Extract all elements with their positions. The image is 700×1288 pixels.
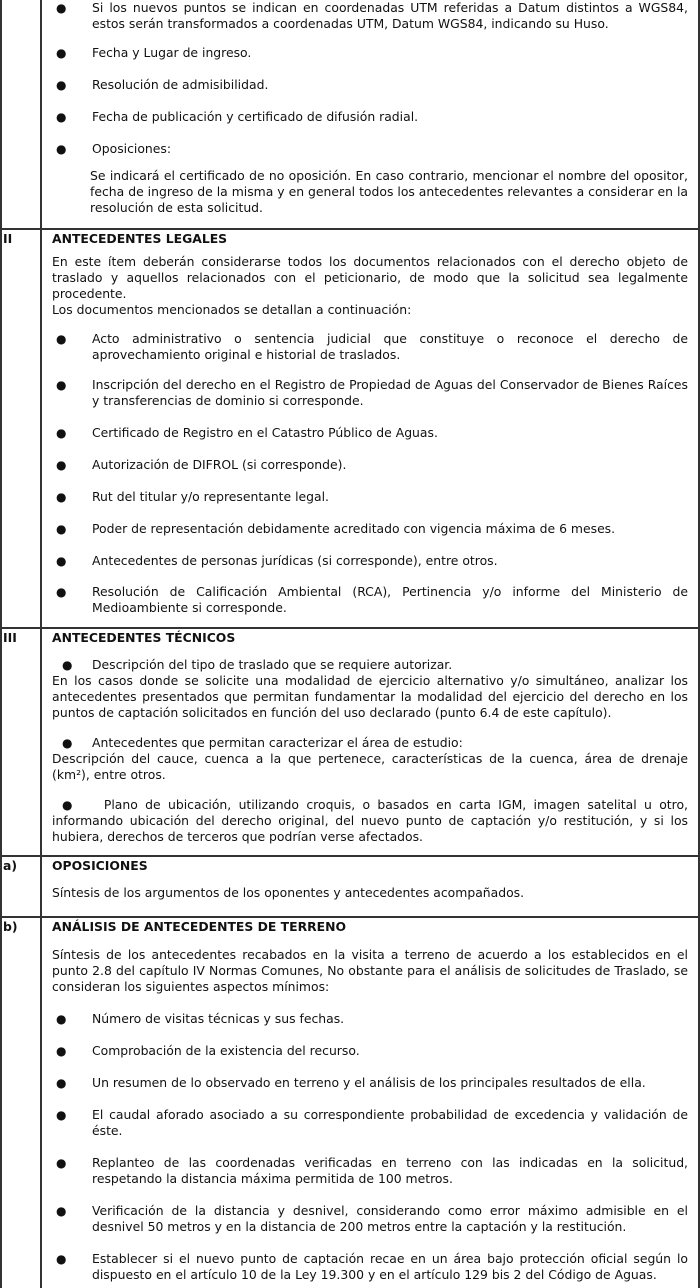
list-item: Replanteo de las coordenadas verificadas en terreno con las indicadas en la solicitud, respetando la distancia máxima permitida de 100 metros. <box>92 1155 688 1186</box>
list-item: Certificado de Registro en el Catastro Público de Aguas. <box>92 425 438 440</box>
row-divider <box>0 855 700 857</box>
bullet-icon: ● <box>56 1252 67 1266</box>
list-item: Acto administrativo o sentencia judicial que constituye o reconoce el derecho de aprovechamiento original e historial de traslados. <box>92 331 688 362</box>
section-heading: ANTECEDENTES TÉCNICOS <box>52 630 236 645</box>
bullet-icon: ● <box>56 1108 67 1122</box>
section-number: b) <box>3 919 18 934</box>
list-item: Número de visitas técnicas y sus fechas. <box>92 1011 345 1026</box>
list-item: Autorización de DIFROL (si corresponde). <box>92 457 347 472</box>
section-heading: ANTECEDENTES LEGALES <box>52 231 228 246</box>
bullet-icon: ● <box>56 110 67 124</box>
list-item: Si los nuevos puntos se indican en coordenadas UTM referidas a Datum distintos a WGS84, estos serán transformados a coordenadas UTM, Datum WGS84, indicando su Huso. <box>92 0 688 31</box>
section-intro: En este ítem deberán considerarse todos los documentos relacionados con el derecho objeto de traslado y aquellos relacionados con el peticionario, de modo que la solicitud sea legalmente procedente. <box>52 254 688 301</box>
bullet-icon: ● <box>56 1012 67 1026</box>
list-item: Rut del titular y/o representante legal. <box>92 489 329 504</box>
list-item: Resolución de Calificación Ambiental (RCA), Pertinencia y/o informe del Ministerio de Medioambiente si corresponde. <box>92 584 688 615</box>
row-divider <box>0 228 700 230</box>
table-column-divider <box>40 0 42 1288</box>
bullet-icon: ● <box>56 142 67 156</box>
bullet-icon: ● <box>56 46 67 60</box>
list-item: Antecedentes que permitan caracterizar el área de estudio: <box>92 735 463 750</box>
bullet-icon: ● <box>56 1156 67 1170</box>
bullet-icon: ● <box>56 1 67 15</box>
bullet-icon: ● <box>62 658 73 672</box>
bullet-icon: ● <box>56 1044 67 1058</box>
item-text: Descripción del cauce, cuenca a la que pertenece, características de la cuenca, área de drenaje (km²), entre otros. <box>52 751 688 782</box>
list-item: Resolución de admisibilidad. <box>92 77 269 92</box>
bullet-icon: ● <box>56 554 67 568</box>
bullet-icon: ● <box>56 378 67 392</box>
row-divider <box>0 627 700 629</box>
bullet-icon: ● <box>56 426 67 440</box>
list-item: Comprobación de la existencia del recurso. <box>92 1043 360 1058</box>
list-item: El caudal aforado asociado a su correspondiente probabilidad de excedencia y validación de éste. <box>92 1107 688 1138</box>
bullet-icon: ● <box>56 522 67 536</box>
bullet-icon: ● <box>56 585 67 599</box>
list-item <box>52 797 688 845</box>
list-item: Establecer si el nuevo punto de captación recae en un área bajo protección oficial según lo dispuesto en el artículo 10 de la Ley 19.300 y en el artículo 129 bis 2 del Código de Aguas. <box>92 1251 688 1282</box>
item-text: En los casos donde se solicite una modalidad de ejercicio alternativo y/o simultáneo, analizar los antecedentes presentados que permitan fundamentar la modalidad del ejercicio del derecho en los puntos de captación solicitados en función del uso declarado (punto 6.4 de este capítulo). <box>52 673 688 720</box>
section-number: II <box>3 231 13 246</box>
section-number: III <box>3 630 17 645</box>
list-item: Verificación de la distancia y desnivel, considerando como error máximo admisible en el desnivel 50 metros y en la distancia de 200 metros entre la captación y la restitución. <box>92 1203 688 1234</box>
list-item: Fecha de publicación y certificado de difusión radial. <box>92 109 419 124</box>
list-item: Un resumen de lo observado en terreno y el análisis de los principales resultados de ella. <box>92 1075 646 1090</box>
bullet-icon: ● <box>56 1204 67 1218</box>
section-text: Síntesis de los argumentos de los oponentes y antecedentes acompañados. <box>52 885 525 900</box>
section-number: a) <box>3 858 18 873</box>
bullet-icon: ● <box>56 490 67 504</box>
bullet-icon: ● <box>56 1076 67 1090</box>
table-border-right <box>698 0 700 1288</box>
bullet-icon: ● <box>56 78 67 92</box>
row-divider <box>0 916 700 918</box>
section-heading: ANÁLISIS DE ANTECEDENTES DE TERRENO <box>52 919 347 934</box>
list-item: Poder de representación debidamente acreditado con vigencia máxima de 6 meses. <box>92 521 616 536</box>
section-heading: OPOSICIONES <box>52 858 148 873</box>
list-item: Inscripción del derecho en el Registro de Propiedad de Aguas del Conservador de Bienes Raíces y transferencias de dominio si corresponde. <box>92 377 688 408</box>
section-intro: Los documentos mencionados se detallan a continuación: <box>52 302 412 317</box>
list-item: Fecha y Lugar de ingreso. <box>92 45 252 60</box>
section-intro: Síntesis de los antecedentes recabados en la visita a terreno de acuerdo a los establecidos en el punto 2.8 del capítulo IV Normas Comunes, No obstante para el análisis de solicitudes de Traslado, se consideran los siguientes aspectos mínimos: <box>52 947 688 994</box>
list-item: Antecedentes de personas jurídicas (si corresponde), entre otros. <box>92 553 498 568</box>
list-item: Descripción del tipo de traslado que se requiere autorizar. <box>92 657 453 672</box>
bullet-icon: ● <box>56 332 67 346</box>
list-item-text: Plano de ubicación, utilizando croquis, o basados en carta IGM, imagen satelital u otro, informando ubicación del derecho original, del nuevo punto de captación y/o restitución, y si los hubiera, derechos de terceros que podrían verse afectados. <box>52 797 688 844</box>
bullet-icon: ● <box>56 458 67 472</box>
bullet-icon: ● <box>62 798 76 812</box>
table-border-left <box>0 0 2 1288</box>
oposiciones-text: Se indicará el certificado de no oposición. En caso contrario, mencionar el nombre del opositor, fecha de ingreso de la misma y en general todos los antecedentes relevantes a considerar en la resolución de esta solicitud. <box>90 168 688 215</box>
list-item: Oposiciones: <box>92 141 172 156</box>
bullet-icon: ● <box>62 736 73 750</box>
